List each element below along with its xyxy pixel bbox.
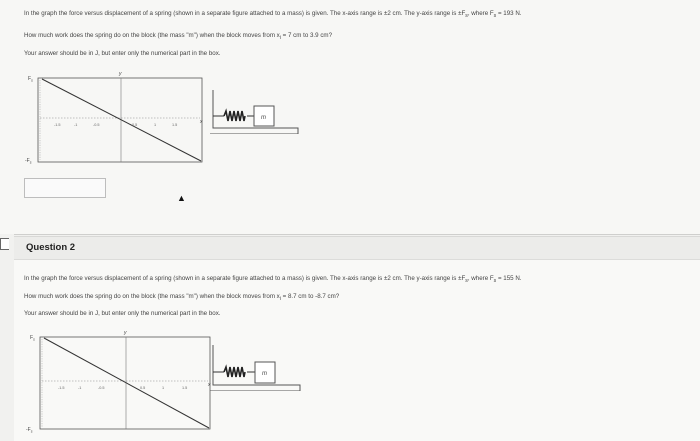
y-top-label: $F_s$ [28, 76, 33, 83]
question-1-force-graph [24, 68, 204, 168]
question-1-prompt-line-2: How much work does the spring do on the block (the mass "m") when the block moves from $x_i = 7$ cm to 3.9 cm? [24, 32, 333, 42]
graph-frame [38, 78, 202, 162]
spring-coil [224, 111, 245, 121]
question-2-title: Question 2 [26, 242, 76, 253]
y-axis-label: y [119, 71, 122, 77]
question-2-panel [14, 236, 700, 441]
question-1-answer-input[interactable] [24, 178, 106, 198]
flag-question-icon[interactable] [0, 238, 9, 250]
x-tick-label: -0.5 [98, 386, 105, 390]
mass-label: m [262, 371, 267, 377]
force-line [44, 338, 209, 428]
x-tick-label: 1.5 [182, 386, 188, 390]
y-top-label: $F_s$ [30, 335, 35, 342]
x-tick-label: 0.5 [132, 123, 138, 127]
question-2-force-graph [24, 327, 214, 437]
question-1-spring-figure [210, 90, 302, 134]
mouse-cursor-icon: ▲ [177, 193, 186, 203]
x-tick-label: 1 [162, 386, 165, 390]
x-tick-label: 1 [154, 123, 157, 127]
x-axis-label: x [208, 382, 211, 388]
x-tick-labels [58, 386, 187, 390]
y-axis-label: y [124, 330, 127, 336]
x-tick-labels [54, 123, 177, 127]
y-bottom-label: $-F_s$ [26, 427, 33, 434]
x-tick-label: 0.5 [140, 386, 146, 390]
question-1-prompt-line-1: In the graph the force versus displacement of a spring (shown in a separate figure attached to a mass) is given. The x-axis range is ±2 cm. The y-axis range is $\pm F_s$, where $F_s = 193$ N. [24, 10, 522, 20]
question-2-spring-figure [210, 345, 304, 391]
question-separator [14, 234, 700, 235]
spring-coil [224, 367, 245, 377]
x-tick-label: -0.5 [93, 123, 100, 127]
x-tick-label: -1.5 [54, 123, 61, 127]
x-tick-label: -1 [78, 386, 82, 390]
force-line [42, 79, 201, 161]
mass-label: m [261, 115, 266, 121]
question-2-prompt-line-1: In the graph the force versus displacement of a spring (shown in a separate figure attached to a mass) is given. The x-axis range is ±2 cm. The y-axis range is $\pm F_s$, where $F_s = 155$ N. [24, 275, 522, 285]
x-tick-label: -1 [74, 123, 78, 127]
x-tick-label: -1.5 [58, 386, 65, 390]
question-2-prompt-line-3: Your answer should be in J, but enter only the numerical part in the box. [24, 310, 221, 317]
question-2-header [14, 237, 700, 260]
x-tick-label: 1.5 [172, 123, 178, 127]
question-2-prompt-line-2: How much work does the spring do on the block (the mass "m") when the block moves from $x_i = 8.7$ cm to -8.7 cm? [24, 293, 340, 303]
y-bottom-label: $-F_s$ [25, 158, 32, 165]
question-1-prompt-line-3: Your answer should be in J, but enter only the numerical part in the box. [24, 50, 221, 57]
x-axis-label: x [200, 119, 203, 125]
